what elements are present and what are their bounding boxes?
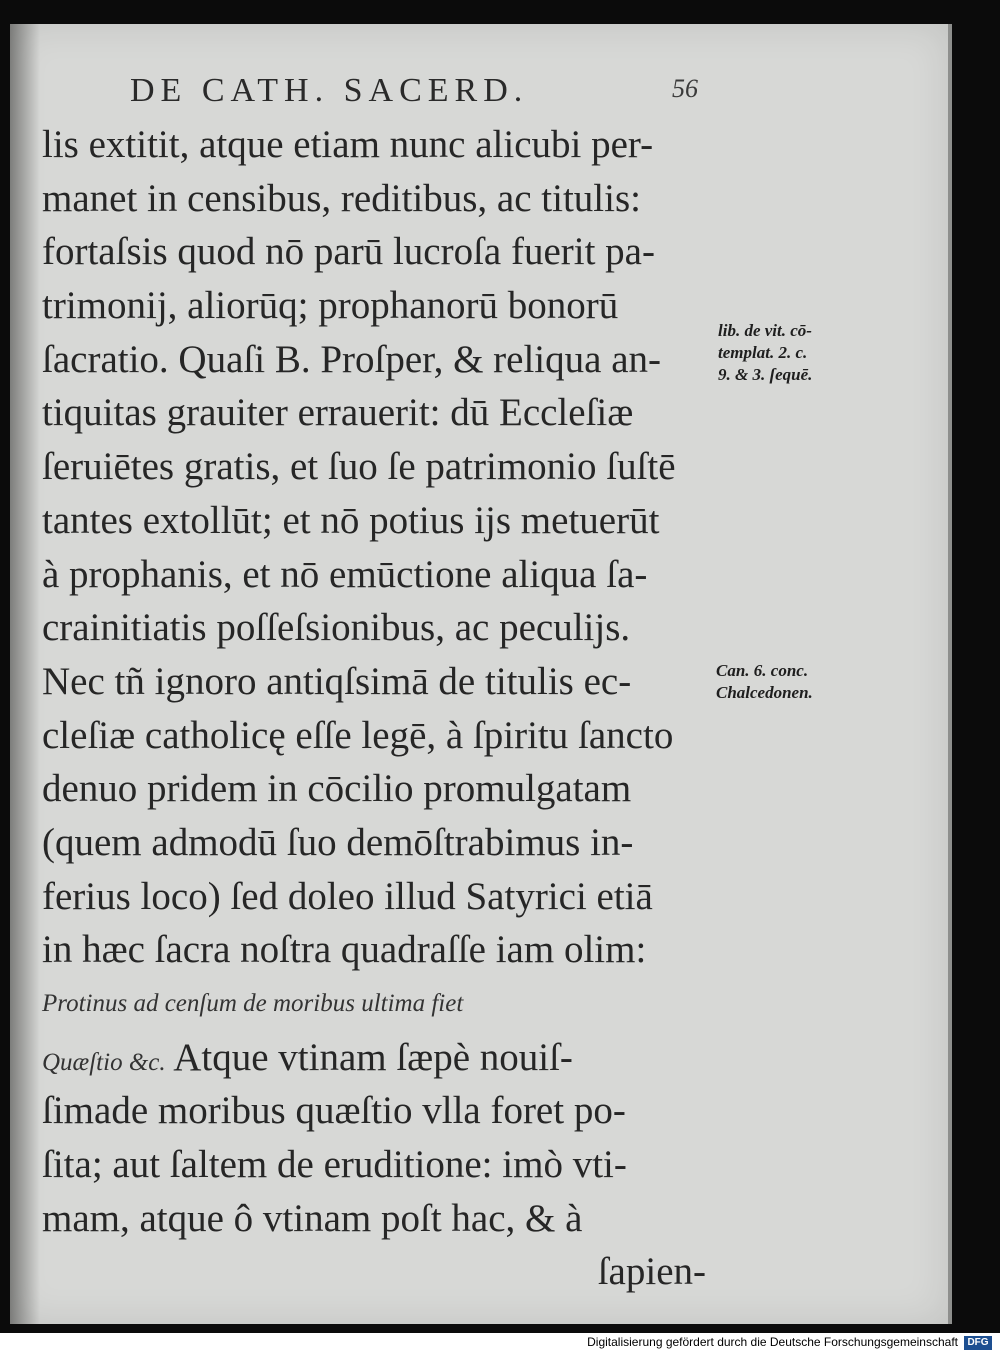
footer-bar bbox=[0, 1333, 1000, 1354]
text-line: (quem admodū ſuo demōſtrabimus in- bbox=[42, 820, 634, 864]
text-line: lis extitit, atque etiam nunc alicubi per- bbox=[42, 123, 654, 166]
folio-number: 56 bbox=[672, 74, 698, 103]
verse-quote-line: Protinus ad cenſum de moribus ultima fiet bbox=[42, 990, 464, 1017]
marginal-note-line: 9. & 3. ſequē. bbox=[718, 365, 813, 384]
gutter-shadow bbox=[10, 24, 40, 1324]
text-line: manet in censibus, reditibus, ac titulis: bbox=[42, 176, 641, 220]
marginal-note-line: templat. 2. c. bbox=[718, 343, 808, 362]
text-line: ſacratio. Quaſi B. Proſper, & reliqua an- bbox=[42, 337, 661, 381]
text-line: mam, atque ô vtinam poſt hac, & à bbox=[42, 1196, 583, 1240]
marginal-note-line: Can. 6. conc. bbox=[716, 661, 809, 680]
body-text bbox=[42, 118, 712, 1299]
dfg-logo: DFG bbox=[964, 1336, 992, 1350]
text-line: ſimade moribus quæſtio vlla foret po- bbox=[42, 1089, 626, 1133]
page-edge bbox=[948, 24, 952, 1324]
text-line: cleſiæ catholicę eſſe legē, à ſpiritu ſancto bbox=[42, 713, 674, 757]
text-line: tiquitas grauiter errauerit: dū Eccleſiæ bbox=[42, 391, 634, 435]
text-line: crainitiatis poſſeſsionibus, ac peculijs. bbox=[42, 606, 631, 650]
text-line: in hæc ſacra noſtra quadraſſe iam olim: bbox=[42, 928, 647, 972]
text-line-rest: Atque vtinam ſæpè nouiſ- bbox=[173, 1035, 573, 1079]
text-line: ſita; aut ſaltem de eruditione: imò vti- bbox=[42, 1143, 627, 1187]
text-line: ſeruiētes gratis, et ſuo ſe patrimonio ſuſtē bbox=[42, 445, 676, 489]
marginal-note-line: Chalcedonen. bbox=[716, 683, 813, 702]
text-line: Nec tñ ignoro antiqſsimā de titulis ec- bbox=[42, 659, 632, 703]
text-line: ferius loco) ſed doleo illud Satyrici etiā bbox=[42, 874, 653, 918]
text-line: à prophanis, et nō emūctione aliqua ſa- bbox=[42, 552, 648, 596]
text-line: fortaſsis quod nō parū lucroſa fuerit pa- bbox=[42, 230, 655, 274]
running-head: DE CATH. SACERD. bbox=[130, 72, 529, 109]
marginal-note-line: lib. de vit. cō- bbox=[718, 321, 812, 340]
marginal-note bbox=[718, 320, 858, 386]
funding-credit: Digitalisierung gefördert durch die Deutsche Forschungsgemeinschaft bbox=[587, 1335, 958, 1349]
marginal-note bbox=[716, 660, 856, 704]
text-line: tantes extollūt; et nō potius ijs metuerūt bbox=[42, 498, 660, 542]
text-line: trimonij, aliorūq; prophanorū bonorū bbox=[42, 284, 619, 328]
text-line bbox=[42, 1031, 712, 1085]
catchword: ſapien- bbox=[597, 1250, 706, 1294]
text-line: denuo pridem in cōcilio promulgatam bbox=[42, 767, 632, 811]
verse-quote-end: Quæſtio &c. bbox=[42, 1048, 166, 1076]
